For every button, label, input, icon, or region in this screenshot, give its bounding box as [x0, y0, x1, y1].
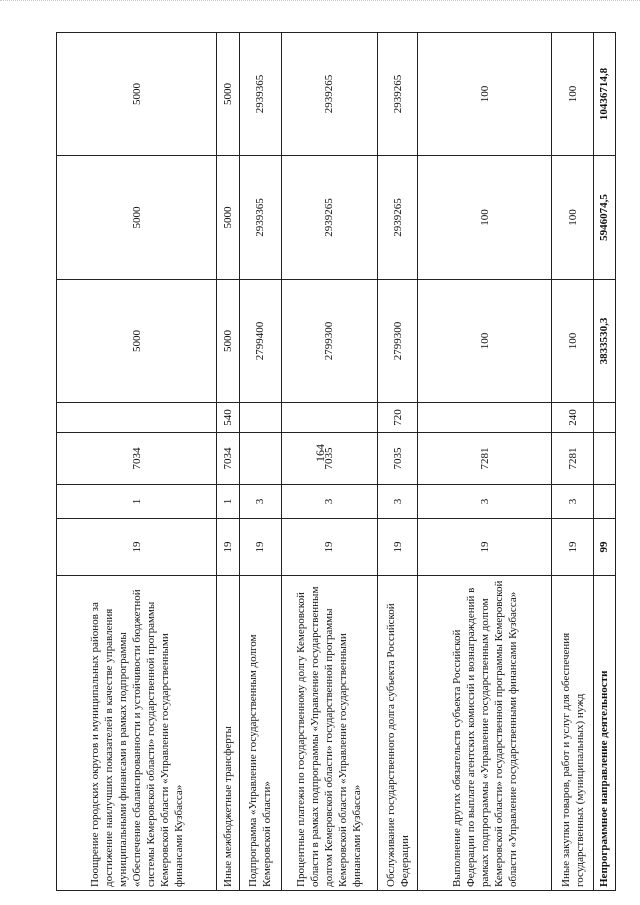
amount-year-2: 5946074,5: [593, 156, 615, 280]
expense-type-code: [57, 403, 217, 433]
amount-year-1: 3833530,3: [593, 280, 615, 403]
subprogram-code: 1: [57, 485, 217, 519]
row-name: Непрограммное направление деятельности: [593, 576, 615, 891]
program-code: 19: [418, 519, 552, 576]
subprogram-code: [593, 485, 615, 519]
expense-type-code: [281, 403, 377, 433]
expense-type-code: [593, 403, 615, 433]
table-row: [377, 33, 417, 891]
amount-year-1: 2799400: [239, 280, 281, 403]
amount-year-2: 2939265: [281, 156, 377, 280]
amount-year-1: 5000: [57, 280, 217, 403]
direction-code: 7281: [418, 433, 552, 485]
program-code: 99: [593, 519, 615, 576]
table-body: [57, 33, 616, 891]
amount-year-2: 5000: [217, 156, 239, 280]
amount-year-1: 2799300: [377, 280, 417, 403]
row-name: Иные закупки товаров, работ и услуг для обеспечения государственных (муниципальных) нужд: [552, 576, 593, 891]
expense-type-code: 240: [552, 403, 593, 433]
subprogram-code: 3: [418, 485, 552, 519]
budget-table: [56, 32, 616, 891]
expense-type-code: 720: [377, 403, 417, 433]
direction-code: [239, 433, 281, 485]
amount-year-2: 2939365: [239, 156, 281, 280]
program-code: 19: [57, 519, 217, 576]
table-row: [418, 33, 552, 891]
direction-code: 7034: [57, 433, 217, 485]
amount-year-3: 100: [418, 33, 552, 156]
table-container: [56, 33, 616, 891]
row-name: Выполнение других обязательств субъекта Российской Федерации по выплате агентских комиссий и вознаграждений в рамках подпрограммы «Управление государственным долгом Кемеровской области» государственной программы Кемеровской области «Управление государственными финансами Кузбасса»: [418, 576, 552, 891]
direction-code: 7281: [552, 433, 593, 485]
amount-year-3: 2939265: [281, 33, 377, 156]
row-name: Иные межбюджетные трансферты: [217, 576, 239, 891]
amount-year-3: 10436714,8: [593, 33, 615, 156]
table-row: [57, 33, 217, 891]
row-name: Обслуживание государственного долга субъекта Российской Федерации: [377, 576, 417, 891]
amount-year-2: 2939265: [377, 156, 417, 280]
program-code: 19: [217, 519, 239, 576]
amount-year-2: 5000: [57, 156, 217, 280]
row-name: Поощрение городских округов и муниципальных районов за достижение наилучших показателей в качестве управления муниципальными финансами в рамках подпрограммы «Обеспечение сбалансированности и устойчивости бюджетной системы Кемеровской области» государственной программы Кемеровской области «Управление государственными финансами Кузбасса»: [57, 576, 217, 891]
table-row: [281, 33, 377, 891]
direction-code: 7035: [281, 433, 377, 485]
expense-type-code: [418, 403, 552, 433]
expense-type-code: 540: [217, 403, 239, 433]
table-row: [593, 33, 615, 891]
amount-year-3: 100: [552, 33, 593, 156]
program-code: 19: [281, 519, 377, 576]
direction-code: [593, 433, 615, 485]
direction-code: 7035: [377, 433, 417, 485]
rotated-table-area: [56, 33, 616, 891]
table-row: [217, 33, 239, 891]
amount-year-2: 100: [418, 156, 552, 280]
amount-year-1: 2799300: [281, 280, 377, 403]
amount-year-3: 5000: [217, 33, 239, 156]
direction-code: 7034: [217, 433, 239, 485]
row-name: Подпрограмма «Управление государственным долгом Кемеровской области»: [239, 576, 281, 891]
subprogram-code: 3: [552, 485, 593, 519]
page-number: 164: [313, 444, 327, 462]
subprogram-code: 3: [281, 485, 377, 519]
amount-year-1: 5000: [217, 280, 239, 403]
amount-year-2: 100: [552, 156, 593, 280]
program-code: 19: [377, 519, 417, 576]
subprogram-code: 3: [377, 485, 417, 519]
table-row: [552, 33, 593, 891]
expense-type-code: [239, 403, 281, 433]
row-name: Процентные платежи по государственному долгу Кемеровской области в рамках подпрограммы «Управление государственным долгом Кемеровской области» государственной программы Кемеровской области «Управление государственными финансами Кузбасса»: [281, 576, 377, 891]
table-row: [239, 33, 281, 891]
amount-year-1: 100: [552, 280, 593, 403]
amount-year-3: 2939265: [377, 33, 417, 156]
subprogram-code: 3: [239, 485, 281, 519]
program-code: 19: [552, 519, 593, 576]
subprogram-code: 1: [217, 485, 239, 519]
amount-year-3: 2939365: [239, 33, 281, 156]
top-divider: [0, 0, 640, 1]
amount-year-1: 100: [418, 280, 552, 403]
program-code: 19: [239, 519, 281, 576]
amount-year-3: 5000: [57, 33, 217, 156]
